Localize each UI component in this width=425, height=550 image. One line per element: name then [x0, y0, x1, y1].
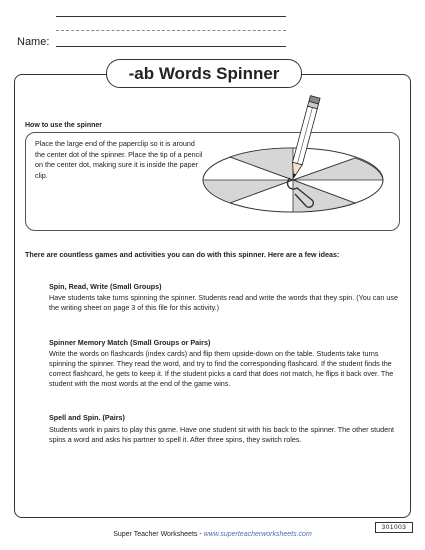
section-title-memory-match: Spinner Memory Match (Small Groups or Pairs)	[49, 338, 211, 347]
name-line	[56, 46, 286, 47]
spinner-board	[203, 148, 383, 212]
footer	[0, 531, 425, 538]
ideas-intro: There are countless games and activities you can do with this spinner. Here are a few ideas:	[25, 250, 340, 259]
page-title: -ab Words Spinner	[106, 59, 302, 88]
section-body-spin-read-write: Have students take turns spinning the spinner. Students read and write the words that they spin. (You can use the writing sheet on page 3 of this file for this activity.)	[49, 293, 398, 312]
footer-url[interactable]: www.superteacherworksheets.com	[203, 531, 312, 538]
worksheet-code: 301003	[375, 522, 413, 533]
header-top-line	[56, 16, 286, 17]
spinner-illustration	[200, 92, 400, 222]
section-title-spin-read-write: Spin, Read, Write (Small Groups)	[49, 282, 162, 291]
section-body-memory-match: Write the words on flashcards (index cards) and flip them upside-down on the table. Students take turns spinning the spinner. They read the word, and try to find the corresponding flashcard. If the student finds the correct flashcard, he gets to keep it. If the student picks a card that does not match, he flips it back over. The student with the most words at the end of the game wins.	[49, 349, 394, 388]
section-body-spell-and-spin: Students work in pairs to play this game. Have one student sit with his back to the spinner. The other student spins a word and asks his partner to spell it. After three spins, they switch roles.	[49, 425, 395, 444]
how-to-heading: How to use the spinner	[25, 122, 103, 129]
section-title-spell-and-spin: Spell and Spin. (Pairs)	[49, 413, 125, 422]
name-label: Name:	[17, 36, 50, 48]
how-to-text: Place the large end of the paperclip so it is around the center dot of the spinner. Place the tip of a pencil on the center dot, making sure it is inside the paper clip.	[35, 139, 203, 180]
header-dashed-line	[56, 30, 286, 31]
footer-brand: Super Teacher Worksheets -	[113, 531, 204, 538]
